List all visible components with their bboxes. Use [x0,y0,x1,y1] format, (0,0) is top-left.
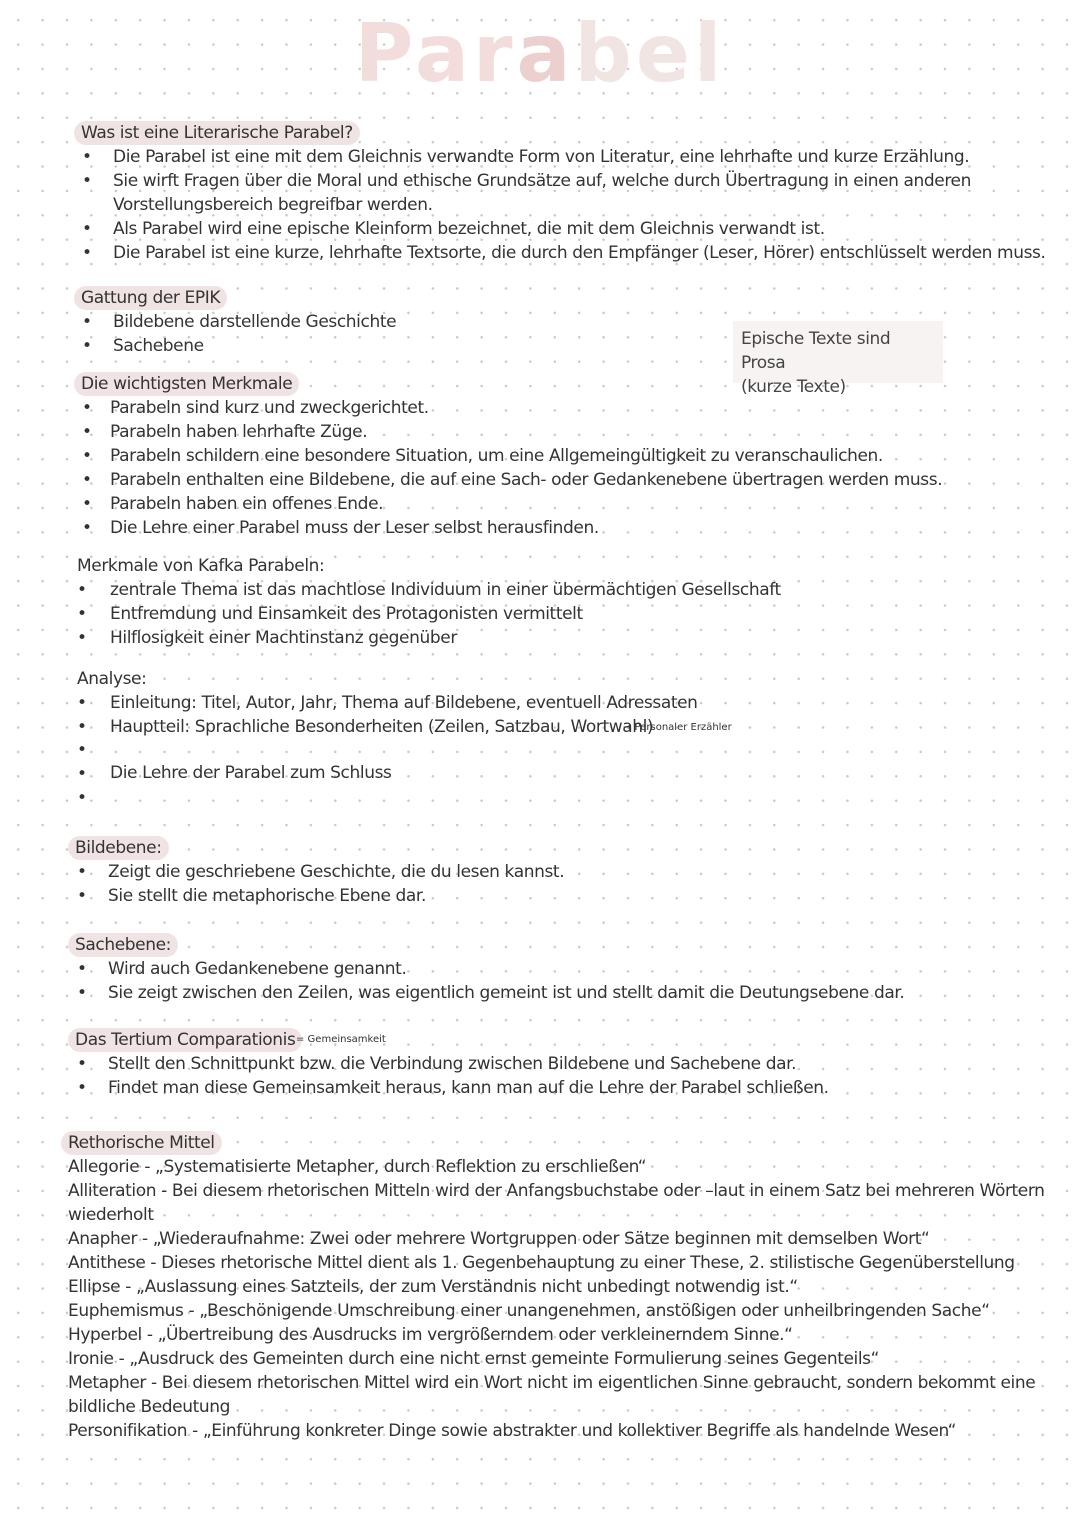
term-row [68,1227,929,1251]
bullet-icon [77,860,85,884]
term-row [68,1371,1035,1395]
list-item: Sie zeigt zwischen den Zeilen, was eigentlich gemeint ist und stellt damit die Deutungsebene dar. [108,983,905,1003]
bullet-icon [77,691,85,715]
term: Alliteration [68,1181,157,1201]
list-item: Zeigt die geschriebene Geschichte, die du lesen kannst. [108,862,565,882]
term-row [68,1251,1015,1275]
list-item: Sachebene [113,336,204,356]
term: Hyperbel [68,1325,142,1345]
list-item: Parabeln haben ein offenes Ende. [110,494,384,514]
bullet-icon [77,738,85,762]
list-item: Bildebene darstellende Geschichte [113,312,397,332]
section-heading-sachebene: Sachebene: [68,933,178,957]
term: Antithese [68,1253,146,1273]
bullet-icon [77,786,85,810]
list-item: Hauptteil: Sprachliche Besonderheiten (Zeilen, Satzbau, Wortwahl) [110,717,654,737]
bullet-icon [82,420,90,444]
list-item: Findet man diese Gemeinsamkeit heraus, kann man auf die Lehre der Parabel schließen. [108,1078,829,1098]
bullet-icon [77,884,85,908]
term: Ellipse [68,1277,121,1297]
list-item: Hilflosigkeit einer Machtinstanz gegenüber [110,628,457,648]
term-definition: - „Ausdruck des Gemeinten durch eine nicht ernst gemeinte Formulierung seines Gegenteils“ [113,1349,880,1369]
term-definition: - „Einführung konkreter Dinge sowie abstrakter und kollektiver Begriffe als handelnde Wesen“ [187,1421,957,1441]
term-definition: - Bei diesem rhetorischen Mittel wird ein Wort nicht im eigentlichen Sinne gebraucht, sondern bekommt eine [146,1373,1036,1393]
bullet-icon [82,516,90,540]
list-item: Die Lehre einer Parabel muss der Leser selbst herausfinden. [110,518,599,538]
bullet-icon [77,1076,85,1100]
list-item: Einleitung: Titel, Autor, Jahr, Thema auf Bildebene, eventuell Adressaten [110,693,698,713]
side-note [733,321,943,397]
bullet-icon [82,169,90,193]
bullet-icon [82,468,90,492]
term-row [68,1323,793,1347]
term-definition: - „Beschönigende Umschreibung einer unangenehmen, anstößigen oder unheilbringenden Sache“ [183,1301,990,1321]
bullet-icon [82,217,90,241]
list-item: zentrale Thema ist das machtlose Individuum in einer übermächtigen Gesellschaft [110,580,781,600]
handwritten-note: → Personaler Erzähler [623,722,732,733]
bullet-icon [77,715,85,739]
section-heading-gattung: Gattung der EPIK [74,286,227,310]
bullet-icon [82,444,90,468]
term-definition: - Bei diesem rhetorischen Mitteln wird der Anfangsbuchstabe oder –laut in einem Satz bei mehreren Wörtern [156,1181,1045,1201]
term-row [68,1155,646,1179]
list-item: Sie wirft Fragen über die Moral und ethische Grundsätze auf, welche durch Übertragung in einen anderen [113,171,971,191]
list-item: Parabeln schildern eine besondere Situation, um eine Allgemeingültigkeit zu veranschaulichen. [110,446,883,466]
bullet-icon [82,310,90,334]
term-definition: - „Wiederaufnahme: Zwei oder mehrere Wortgruppen oder Sätze beginnen mit demselben Wort“ [137,1229,930,1249]
term-row [68,1275,798,1299]
bullet-icon [82,334,90,358]
side-note-line: Epische Texte sind Prosa [741,329,891,373]
list-item: Parabeln haben lehrhafte Züge. [110,422,368,442]
term-definition-continuation: bildliche Bedeutung [68,1397,231,1417]
bullet-icon [82,492,90,516]
bullet-icon [77,626,85,650]
term: Metapher [68,1373,147,1393]
list-item: Parabeln sind kurz und zweckgerichtet. [110,398,429,418]
bullet-icon [77,957,85,981]
term: Anapher [68,1229,138,1249]
term-definition-continuation: wiederholt [68,1205,154,1225]
bullet-icon [77,578,85,602]
side-note-line: (kurze Texte) [741,377,846,397]
list-item: Wird auch Gedankenebene genannt. [108,959,407,979]
bullet-icon [77,762,85,786]
list-item: Die Parabel ist eine kurze, lehrhafte Textsorte, die durch den Empfänger (Leser, Hörer) entschlüsselt werden muss. [113,243,1046,263]
term-definition: - „Systematisierte Metapher, durch Reflektion zu erschließen“ [139,1157,647,1177]
term-definition: - „Übertreibung des Ausdrucks im vergrößerndem oder verkleinerndem Sinne.“ [141,1325,793,1345]
page-title: Parabel [354,7,726,100]
list-item: Die Parabel ist eine mit dem Gleichnis verwandte Form von Literatur, eine lehrhafte und kurze Erzählung. [113,147,970,167]
term-definition: - Dieses rhetorische Mittel dient als 1. Gegenbehauptung zu einer These, 2. stilistische Gegenüberstellung [145,1253,1015,1273]
bullet-icon [77,1052,85,1076]
term: Personifikation [68,1421,188,1441]
term-row [68,1419,956,1443]
list-item: Parabeln enthalten eine Bildebene, die auf eine Sach- oder Gedankenebene übertragen werden muss. [110,470,943,490]
term-row [68,1347,879,1371]
bullet-icon [82,396,90,420]
term: Euphemismus [68,1301,184,1321]
section-heading-analyse: Analyse: [77,669,147,689]
list-item: Entfremdung und Einsamkeit des Protagonisten vermittelt [110,604,583,624]
term-row [68,1299,990,1323]
bullet-icon [77,602,85,626]
bullet-icon [77,981,85,1005]
list-item: Die Lehre der Parabel zum Schluss [110,763,392,783]
section-heading-kafka: Merkmale von Kafka Parabeln: [77,556,325,576]
bullet-icon [82,145,90,169]
list-item-continuation: Vorstellungsbereich begreifbar werden. [113,195,433,215]
section-heading-bildebene: Bildebene: [68,836,169,860]
section-heading-merkmale: Die wichtigsten Merkmale [74,372,299,396]
handwritten-note: = Gemeinsamkeit [296,1034,386,1045]
list-item: Als Parabel wird eine epische Kleinform bezeichnet, die mit dem Gleichnis verwandt ist. [113,219,825,239]
list-item: Sie stellt die metaphorische Ebene dar. [108,886,426,906]
term-row [68,1179,1045,1203]
term: Ironie [68,1349,114,1369]
section-heading-tertium: Das Tertium Comparationis [68,1028,302,1052]
section-heading-rhetorik: Rethorische Mittel [61,1131,222,1155]
bullet-icon [82,241,90,265]
term-definition: - „Auslassung eines Satzteils, der zum Verständnis nicht unbedingt notwendig ist.“ [120,1277,798,1297]
section-heading-parabel: Was ist eine Literarische Parabel? [74,121,360,145]
list-item: Stellt den Schnittpunkt bzw. die Verbindung zwischen Bildebene und Sachebene dar. [108,1054,797,1074]
term: Allegorie [68,1157,140,1177]
